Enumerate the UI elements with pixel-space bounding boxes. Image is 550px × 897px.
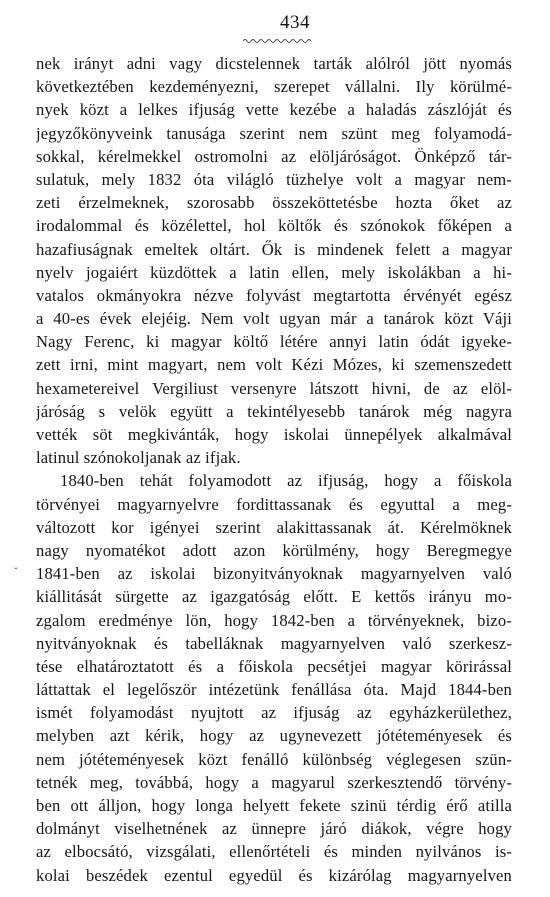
text-line: dolmányt viselhetnének az ünnepre járó diákok, végre hogy [36, 819, 512, 839]
text-line: irodalommal és közélettel, hol költők és szónokok főképen a [36, 216, 512, 236]
text-line: ismét folyamodást nyujtott az ifjuság az egyházkerülethez, [36, 703, 512, 723]
text-line: zeti érzelmeknek, szorosabb összeköttetésbe hozta őket az [36, 193, 512, 213]
text-line: nyitványoknak és tabelláknak magyarnyelven való szerkesz- [36, 633, 512, 653]
text-line: nem jótéteményesek közt fenálló különbség véglegesen szün- [36, 749, 512, 769]
text-line: nagy nyomatékot adott azon körülmény, hogy Beregmegye [36, 540, 512, 560]
text-line: latinul szónokoljanak az ifjak. [36, 448, 241, 468]
text-line: nyelv jogaiért küzdöttek a latin ellen, mely iskolákban a hi- [36, 262, 512, 282]
text-line: ben ott álljon, hogy longa helyett fekete szinü térdig érő atilla [36, 796, 512, 815]
text-line: melyben azt kérik, hogy az ugynevezett jótéteményesek és [36, 726, 512, 746]
text-line: kiállitását sürgette az igazgatóság előtt. E kettős irányu mo- [36, 587, 512, 607]
text-line: az elbocsátó, vizsgálati, ellenőrtételi és minden nyilvános is- [36, 842, 512, 862]
text-line: következtében kezdeményezni, szerepet vállalni. Ily körülmé- [36, 77, 512, 97]
text-line: Nagy Ferenc, ki magyar költő létére annyi latin ódát igyeke- [36, 332, 512, 352]
text-line: a 40-es évek elejéig. Nem volt ugyan már a tanárok közt Váji [36, 309, 512, 329]
text-line: törvényei magyarnyelvre fordittassanak és egyuttal a meg- [36, 494, 512, 514]
text-line: láttattak el legelőször intézetünk fenállása óta. Majd 1844-ben [36, 680, 512, 700]
text-line: zett irni, mint magyart, nem volt Kézi Mózes, ki szemenszedett [36, 355, 512, 375]
text-line: nek irányt adni vagy dicstelennek tarták alólról jött nyomás [36, 54, 512, 73]
text-line: hazafiuságnak emeltek oltárt. Ők is mindenek felett a magyar [36, 239, 512, 259]
page-number: 434 [280, 12, 310, 33]
text-line: kolai beszédek ezentul egyedül és kizárólag magyarnyelven [36, 865, 512, 885]
text-line: tése elhatároztatott és a főiskola pecsétjei magyar körirással [36, 656, 512, 676]
text-line: sokkal, kérelmekkel ostromolni az elöljáróságot. Önképző tár- [36, 146, 512, 166]
text-line: jegyzőkönyveink tanusága szerint nem szünt meg folyamodá- [36, 123, 512, 143]
margin-mark: ˇ [14, 566, 18, 578]
text-line: nyek közt a lelkes ifjuság vette kezébe a haladás zászlóját és [36, 100, 512, 120]
body-text [36, 52, 512, 887]
text-line: hexametereivel Vergiliust versenyre látszott hivni, de az elöl- [36, 378, 512, 398]
text-line: tetnék meg, továbbá, hogy a magyarul szerkesztendő törvény- [36, 772, 512, 792]
text-line: vették söt megkivánták, hogy iskolai ünnepélyek alkalmával [36, 425, 512, 444]
page-number-ornament [243, 38, 311, 44]
text-line: járóság s velök együtt a tekintélyesebb tanárok még nagyra [36, 401, 512, 421]
text-line: sulatuk, mely 1832 óta világló tüzhelye volt a magyar nem- [36, 169, 512, 189]
text-line: 1840-ben tehát folyamodott az ifjuság, hogy a főiskola [60, 471, 512, 491]
text-line: vatalos okmányokra nézve folyvást megtartotta érvényét egész [36, 285, 512, 305]
text-line: 1841-ben az iskolai bizonyitványoknak magyarnyelven való [36, 564, 512, 584]
text-line: változott kor igényei szerint alakittassanak át. Kérelmöknek [36, 517, 512, 537]
text-line: zgalom eredménye lön, hogy 1842-ben a törvényeknek, bizo- [36, 610, 512, 630]
